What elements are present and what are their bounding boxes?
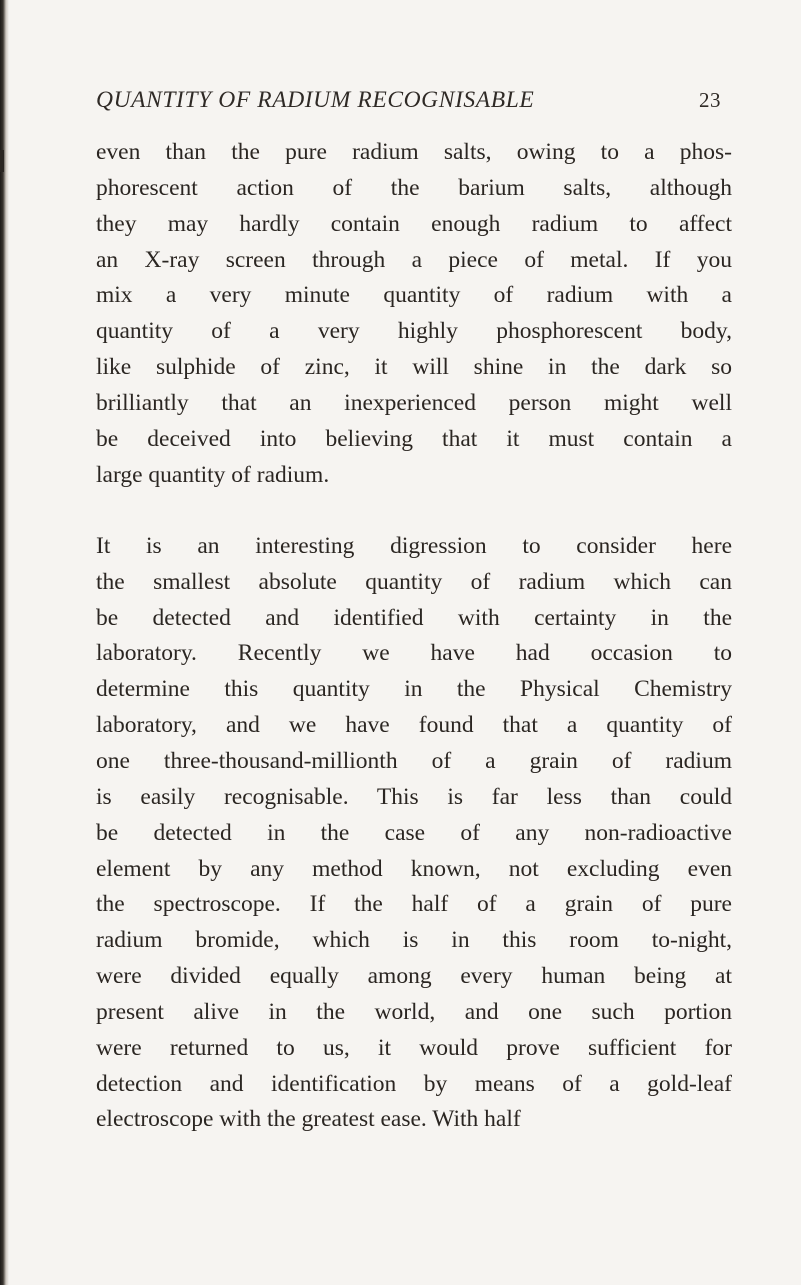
- text-line: be deceived into believing that it must contain a: [96, 425, 732, 452]
- page-number: 23: [699, 88, 721, 112]
- text-line: detection and identification by means of a gold-leaf: [96, 1070, 732, 1097]
- text-line: mix a very minute quantity of radium with a: [96, 282, 732, 309]
- text-line: electroscope with the greatest ease. With half: [96, 1106, 521, 1133]
- binding-mark: [0, 150, 4, 172]
- text-line: determine this quantity in the Physical Chemistry: [96, 676, 732, 703]
- text-line: be detected and identified with certainty in the: [96, 604, 732, 631]
- text-line: is easily recognisable. This is far less than could: [96, 783, 732, 810]
- text-line: laboratory, and we have found that a quantity of: [96, 712, 732, 739]
- text-line: even than the pure radium salts, owing to a phos-: [96, 139, 732, 165]
- text-line: like sulphide of zinc, it will shine in the dark so: [96, 354, 732, 381]
- text-line: present alive in the world, and one such portion: [96, 998, 732, 1025]
- text-line: the smallest absolute quantity of radium which can: [96, 568, 732, 595]
- text-line: they may hardly contain enough radium to affect: [96, 210, 732, 237]
- text-line: large quantity of radium.: [96, 461, 330, 488]
- text-line: phorescent action of the barium salts, although: [96, 174, 732, 201]
- body-text: [96, 135, 732, 1138]
- paragraph-2: [96, 529, 732, 1138]
- text-line: were returned to us, it would prove sufficient for: [96, 1034, 732, 1061]
- text-line: radium bromide, which is in this room to-night,: [96, 927, 732, 954]
- text-line: element by any method known, not excluding even: [96, 855, 732, 882]
- text-line: be detected in the case of any non-radioactive: [96, 819, 732, 846]
- page-header: [96, 87, 721, 123]
- running-head: QUANTITY OF RADIUM RECOGNISABLE: [96, 87, 535, 113]
- text-line: brilliantly that an inexperienced person might well: [96, 389, 732, 416]
- text-line: It is an interesting digression to consider here: [96, 532, 732, 559]
- text-line: an X-ray screen through a piece of metal. If you: [96, 246, 732, 273]
- paragraph-spacer: [96, 493, 732, 529]
- text-line: laboratory. Recently we have had occasion to: [96, 640, 732, 667]
- paragraph-1: [96, 135, 732, 493]
- text-line: the spectroscope. If the half of a grain of pure: [96, 891, 732, 918]
- page-binding-edge: [0, 0, 9, 1285]
- text-line: quantity of a very highly phosphorescent body,: [96, 318, 732, 345]
- text-line: were divided equally among every human being at: [96, 963, 732, 990]
- text-line: one three-thousand-millionth of a grain of radium: [96, 748, 732, 774]
